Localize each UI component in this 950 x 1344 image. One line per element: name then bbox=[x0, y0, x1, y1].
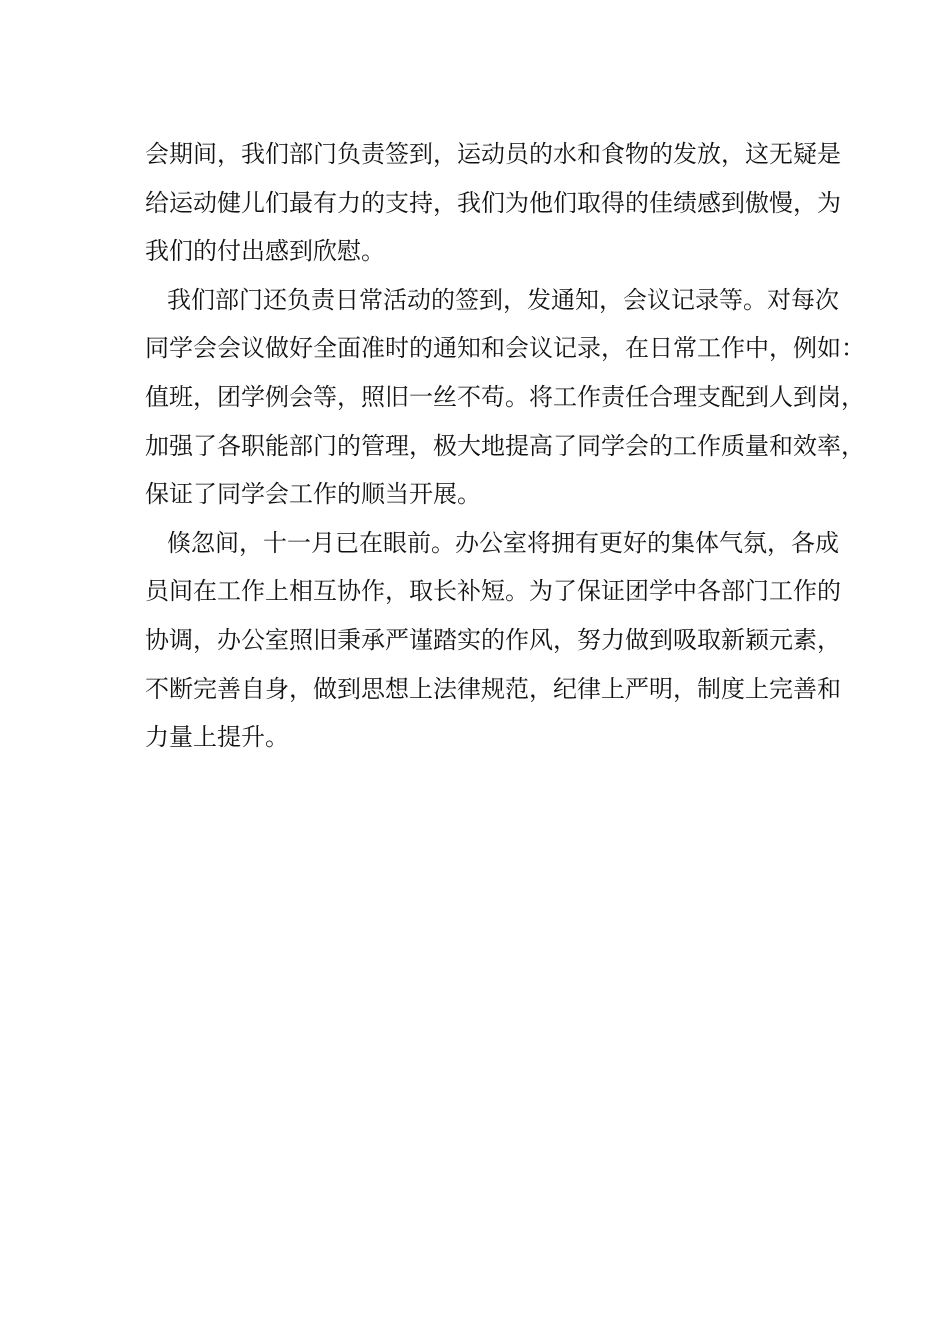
text-line: 同学会会议做好全面准时的通知和会议记录，在日常工作中，例如： bbox=[145, 334, 865, 363]
text-line: 员间在工作上相互协作，取长补短。为了保证团学中各部门工作的 bbox=[145, 577, 841, 606]
paragraph-start-line: 我们部门还负责日常活动的签到，发通知，会议记录等。对每次 bbox=[167, 285, 839, 314]
text-line: 加强了各职能部门的管理，极大地提高了同学会的工作质量和效率， bbox=[145, 431, 865, 460]
text-line: 我们的付出感到欣慰。 bbox=[145, 237, 385, 266]
paragraph-start-line: 倏忽间，十一月已在眼前。办公室将拥有更好的集体气氛，各成 bbox=[167, 528, 839, 557]
text-line: 值班，团学例会等，照旧一丝不苟。将工作责任合理支配到人到岗， bbox=[145, 382, 865, 411]
document-body bbox=[145, 130, 865, 762]
text-line: 不断完善自身，做到思想上法律规范，纪律上严明，制度上完善和 bbox=[145, 674, 841, 703]
text-line: 力量上提升。 bbox=[145, 723, 289, 752]
text-line: 给运动健儿们最有力的支持，我们为他们取得的佳绩感到傲慢，为 bbox=[145, 188, 841, 217]
text-line: 保证了同学会工作的顺当开展。 bbox=[145, 480, 481, 509]
text-line: 会期间，我们部门负责签到，运动员的水和食物的发放，这无疑是 bbox=[145, 140, 841, 168]
text-line: 协调，办公室照旧秉承严谨踏实的作风，努力做到吸取新颖元素， bbox=[145, 625, 841, 654]
